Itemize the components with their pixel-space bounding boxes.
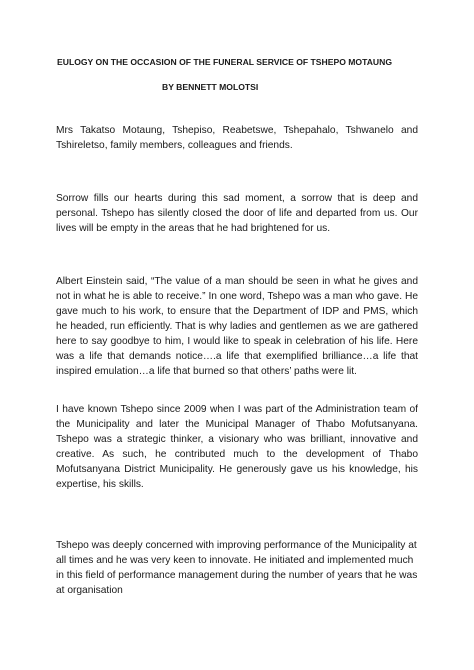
paragraph-salutation: Mrs Takatso Motaung, Tshepiso, Reabetswe, Tshepahalo, Tshwanelo and Tshireletso, family members, colleagues and friends.	[56, 125, 418, 151]
paragraph-einstein-quote: Albert Einstein said, “The value of a man should be seen in what he gives and not in what he is able to receive.” In one word, Tshepo was a man who gave. He gave much to his work, to ensure that the Department of IDP and PMS, which he headed, run efficiently. That is why ladies and gentlemen as we are gathered here to say goodbye to him, I would like to speak in celebration of his life. Here was a life that demands notice….a life that exemplified brilliance…a life that inspired emulation…a life that burned so that others’ paths were lit.	[56, 276, 418, 377]
document-title: EULOGY ON THE OCCASION OF THE FUNERAL SERVICE OF TSHEPO MOTAUNG	[57, 57, 393, 67]
document-byline: BY BENNETT MOLOTSI	[162, 82, 259, 92]
paragraph-performance: Tshepo was deeply concerned with improving performance of the Municipality at all times and he was very keen to innovate. He initiated and implemented much in this field of performance management during the number of years that he was at organisation	[56, 540, 418, 596]
paragraph-sorrow: Sorrow fills our hearts during this sad moment, a sorrow that is deep and personal. Tshepo has silently closed the door of life and departed from us. Our lives will be empty in the areas that he had brightened for us.	[56, 193, 418, 234]
paragraph-known-since: I have known Tshepo since 2009 when I was part of the Administration team of the Municipality and later the Municipal Manager of Thabo Mofutsanyana. Tshepo was a strategic thinker, a visionary who was brilliant, innovative and creative. As such, he contributed much to the development of Thabo Mofutsanyana District Municipality. He generously gave us his knowledge, his expertise, his skills.	[56, 404, 418, 490]
